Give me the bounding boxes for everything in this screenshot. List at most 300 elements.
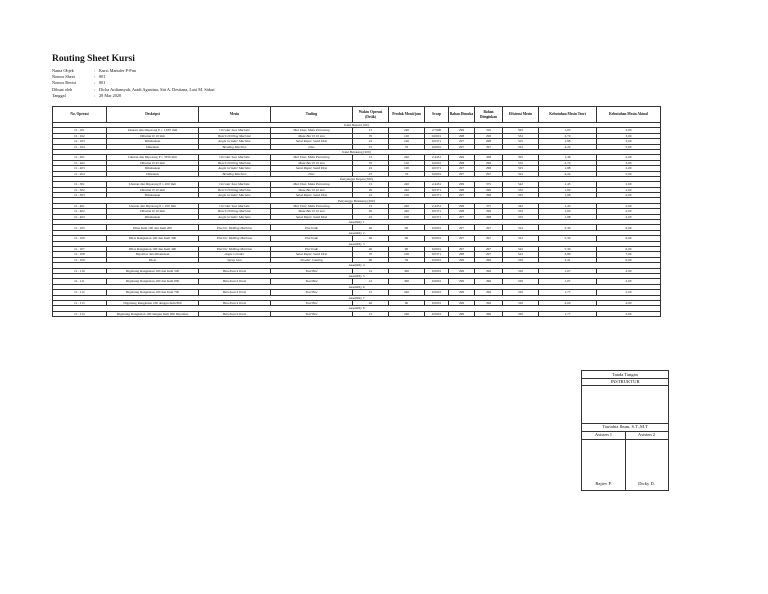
table-cell: Powder Coating <box>271 257 353 262</box>
signature-box <box>581 370 669 491</box>
table-cell: Dihaluskan <box>107 214 199 219</box>
table-cell: Ukuran dan Dipotong P = 3350 mm <box>107 155 199 160</box>
table-cell: 296 <box>449 311 475 316</box>
table-cell: 5,00 <box>597 144 661 149</box>
table-cell: 5,30 <box>539 246 597 251</box>
table-cell: O - 113 <box>53 300 107 305</box>
table-cell: 522 <box>503 236 539 241</box>
table-cell: 2,00 <box>597 268 661 273</box>
column-header: Scrap <box>425 107 449 123</box>
table-cell: 296 <box>475 257 503 262</box>
meta-separator: : <box>94 86 96 92</box>
meta-key: Nomor Revisi <box>52 80 77 86</box>
table-cell: 299 <box>475 133 503 138</box>
table-cell: 7,00 <box>597 252 661 257</box>
table-cell: Angle Grinder Machine <box>199 214 271 219</box>
table-cell: 520 <box>503 311 539 316</box>
table-cell: 0,0001 <box>425 311 449 316</box>
table-cell: 3,89 <box>539 252 597 257</box>
table-cell: 525 <box>503 214 539 219</box>
table-cell: Tool Box <box>271 268 353 273</box>
table-cell: O - 201 <box>53 155 107 160</box>
table-cell: Mata Bor Ø 10 mm <box>271 133 353 138</box>
table-cell: 240 <box>389 290 425 295</box>
table-cell: 240 <box>389 311 425 316</box>
section-label: Kaki Depan (100) <box>53 123 661 128</box>
column-header: Produk Menit/jam <box>389 107 425 123</box>
table-cell: 5,00 <box>597 171 661 176</box>
table-cell: 522 <box>503 246 539 251</box>
section-label: Assembly 1 <box>53 220 661 225</box>
table-cell: Bending Machine <box>199 171 271 176</box>
table-cell: Ukuran dan Dipotong P = 1,667 mm <box>107 128 199 133</box>
table-cell: Angle Grinder <box>199 252 271 257</box>
table-cell: Mata Bor Ø 10 mm <box>271 160 353 165</box>
table-cell: 90 <box>389 236 425 241</box>
meta-key: Dibuat oleh <box>52 86 73 92</box>
column-header: Kebutuhan Mesin Teori <box>539 107 597 123</box>
table-cell: 1,98 <box>539 214 597 219</box>
table-cell: O - 203 <box>53 166 107 171</box>
table-cell: Dicat <box>107 257 199 262</box>
column-header: Bahan Diinginkan <box>475 107 503 123</box>
table-cell: 0,0371 <box>425 214 449 219</box>
table-cell: 1,77 <box>539 290 597 295</box>
table-cell: 22 <box>353 214 389 219</box>
table-cell: 6,00 <box>597 246 661 251</box>
table-cell: O - 114 <box>53 311 107 316</box>
table-cell: 100 <box>389 193 425 198</box>
table-cell: 298 <box>475 193 503 198</box>
table-cell: 525 <box>503 193 539 198</box>
table-cell: Electrode <box>271 236 353 241</box>
table-cell: 296 <box>475 268 503 273</box>
table-cell: Sand Paper, Sand Disk <box>271 166 353 171</box>
table-cell: 3,00 <box>597 160 661 165</box>
table-cell: 299 <box>475 187 503 192</box>
table-cell: Benchwork Tools <box>199 268 271 273</box>
table-cell: Benchwork Tools <box>199 279 271 284</box>
table-cell: 595 <box>503 128 539 133</box>
table-cell: O - 402 <box>53 209 107 214</box>
column-header: Waktu Operasi (Detik) <box>353 107 389 123</box>
table-cell: O - 111 <box>53 279 107 284</box>
table-cell: 375 <box>475 182 503 187</box>
table-cell: 299 <box>449 128 475 133</box>
table-cell: 15 <box>353 182 389 187</box>
table-cell: Dibubut Ø 10 mm <box>107 187 199 192</box>
table-cell: 40 <box>353 225 389 230</box>
table-cell: 297 <box>449 236 475 241</box>
table-cell: 90 <box>389 225 425 230</box>
table-cell: 60 <box>389 300 425 305</box>
table-cell: 76 <box>389 171 425 176</box>
table-cell: Angle Grinder Machine <box>199 139 271 144</box>
table-cell: 297 <box>449 214 475 219</box>
table-cell: 40 <box>353 246 389 251</box>
table-cell: 297 <box>475 225 503 230</box>
table-cell: 0,0001 <box>425 171 449 176</box>
table-cell: Bench Drilling Machine <box>199 133 271 138</box>
table-cell: 532 <box>503 160 539 165</box>
table-cell: 20 <box>353 209 389 214</box>
table-cell: 2,4451 <box>425 155 449 160</box>
table-cell: 299 <box>449 155 475 160</box>
table-cell: 296 <box>475 311 503 316</box>
table-cell: Dihaluskan <box>107 139 199 144</box>
table-cell: 296 <box>449 290 475 295</box>
table-cell: Digabung Rangkaian 100 dengan Item 800 <box>107 300 199 305</box>
assistant2-name: Dicky D. <box>638 481 655 486</box>
table-cell: 1,46 <box>539 155 597 160</box>
table-cell: Tool Box <box>271 290 353 295</box>
table-cell: Circular Saw Machine <box>199 182 271 187</box>
table-cell: 5,30 <box>539 236 597 241</box>
table-cell: O - 109 <box>53 257 107 262</box>
section-label: Assembly 8 <box>53 306 661 311</box>
table-cell: O - 105 <box>53 225 107 230</box>
table-cell: Electric Welding Machine <box>199 225 271 230</box>
table-cell: 5,30 <box>539 225 597 230</box>
table-cell: 299 <box>475 160 503 165</box>
table-cell: Sand Paper, Sand Disk <box>271 139 353 144</box>
table-cell: 297 <box>449 193 475 198</box>
table-cell: 298 <box>449 209 475 214</box>
column-header: Bahan Dimuka <box>449 107 475 123</box>
table-cell: Digabung Rangkaian 100 dan Item 700 <box>107 290 199 295</box>
table-cell: Circular Saw Machine <box>199 155 271 160</box>
table-cell: 2,00 <box>597 290 661 295</box>
table-cell: 6,00 <box>597 236 661 241</box>
table-cell: 297 <box>449 171 475 176</box>
table-cell: Dies <box>271 144 353 149</box>
table-cell: Dibentuk <box>107 144 199 149</box>
table-cell: 15 <box>353 203 389 208</box>
table-cell: Dibubut Ø 10 mm <box>107 209 199 214</box>
table-cell: Mal Ukur, Mata Pemotong <box>271 203 353 208</box>
table-cell: Ukuran dan Dipotong P = 450 mm <box>107 182 199 187</box>
table-cell: 520 <box>503 300 539 305</box>
table-cell: Bench Drilling Machine <box>199 209 271 214</box>
table-cell: 20 <box>353 187 389 192</box>
table-cell: 0,0001 <box>425 236 449 241</box>
table-cell: O - 110 <box>53 268 107 273</box>
table-cell: Sand Paper, Sand Disk <box>271 193 353 198</box>
table-cell: Dilas Rangkaian 100 dan Item 400 <box>107 246 199 251</box>
table-cell: 298 <box>449 133 475 138</box>
table-cell: Electric Welding Machine <box>199 236 271 241</box>
table-cell: 520 <box>503 257 539 262</box>
table-cell: 296 <box>449 268 475 273</box>
table-row <box>53 311 661 316</box>
table-cell: 2,00 <box>597 128 661 133</box>
table-cell: Dibentuk <box>107 171 199 176</box>
table-cell: 0,0001 <box>425 279 449 284</box>
table-cell: O - 302 <box>53 187 107 192</box>
table-cell: 298 <box>475 166 503 171</box>
table-cell: 297 <box>449 139 475 144</box>
table-cell: Mal Ukur, Mata Pemotong <box>271 128 353 133</box>
table-cell: 40 <box>353 236 389 241</box>
table-cell: 1,07 <box>539 268 597 273</box>
table-cell: 15 <box>353 311 389 316</box>
signature-role: INSTRUKTUR <box>582 378 668 386</box>
table-cell: O - 202 <box>53 160 107 165</box>
table-cell: 12 <box>353 268 389 273</box>
table-cell: 2,00 <box>597 214 661 219</box>
table-cell: 0,0001 <box>425 144 449 149</box>
table-cell: Dies <box>271 171 353 176</box>
table-cell: 2,00 <box>597 193 661 198</box>
table-cell: 310 <box>475 128 503 133</box>
section-label: Penyangga Belakang (400) <box>53 198 661 203</box>
table-cell: Electrode <box>271 225 353 230</box>
table-cell: 0,0371 <box>425 209 449 214</box>
table-cell: Dibubut Ø 45 mm <box>107 160 199 165</box>
table-cell: 542 <box>503 203 539 208</box>
table-cell: 40 <box>353 300 389 305</box>
document-meta <box>52 68 215 99</box>
meta-key: Nomor Sheet <box>52 74 75 80</box>
table-cell: 297 <box>449 225 475 230</box>
table-cell: Sand Paper, Sand Disk <box>271 252 353 257</box>
table-cell: 0,0001 <box>425 225 449 230</box>
table-cell: 90 <box>389 246 425 251</box>
table-cell: 100 <box>389 166 425 171</box>
column-header: Efisiensi Mesin <box>503 107 539 123</box>
table-cell: Digabung Rangkaian 100 dan Item 500 <box>107 268 199 273</box>
table-cell: 375 <box>475 203 503 208</box>
table-cell: 299 <box>449 182 475 187</box>
table-cell: 1,00 <box>539 187 597 192</box>
table-cell: 525 <box>503 139 539 144</box>
table-cell: 2,00 <box>597 311 661 316</box>
table-cell: 0,0001 <box>425 290 449 295</box>
table-cell: 298 <box>449 252 475 257</box>
assistant1-name: Rajiev P. <box>595 481 612 486</box>
table-cell: 522 <box>503 252 539 257</box>
table-cell: O - 401 <box>53 203 107 208</box>
table-cell: 100 <box>389 214 425 219</box>
meta-key: Tanggal <box>52 92 66 98</box>
table-cell: 522 <box>503 171 539 176</box>
table-cell: 100 <box>389 252 425 257</box>
column-header: No. Operasi <box>53 107 107 123</box>
table-cell: 2,00 <box>597 209 661 214</box>
table-cell: 297 <box>475 171 503 176</box>
table-cell: O - 103 <box>53 139 107 144</box>
section-label: Assembly 7 <box>53 295 661 300</box>
table-cell: 2,7900 <box>425 128 449 133</box>
table-cell: 308 <box>475 155 503 160</box>
table-cell: Benchwork Tools <box>199 290 271 295</box>
table-cell: 0,0001 <box>425 133 449 138</box>
table-cell: 59 <box>389 257 425 262</box>
table-cell: O - 107 <box>53 246 107 251</box>
table-cell: 2,00 <box>597 279 661 284</box>
table-cell: Electrode <box>271 246 353 251</box>
table-cell: Mata Bor Ø 10 mm <box>271 209 353 214</box>
table-cell: 2,00 <box>597 203 661 208</box>
table-cell: 0,0001 <box>425 257 449 262</box>
table-cell: 0,0371 <box>425 166 449 171</box>
table-cell: Dipotilas dan dihaluskan <box>107 252 199 257</box>
table-cell: 15 <box>353 290 389 295</box>
table-cell: 522 <box>503 144 539 149</box>
table-cell: 522 <box>503 225 539 230</box>
table-cell: Digabung Rangkaian 100 dan Item 600 <box>107 279 199 284</box>
section-label: Assembly 4 <box>53 263 661 268</box>
section-label: Penyangga Depan (300) <box>53 176 661 181</box>
table-cell: 296 <box>449 257 475 262</box>
table-cell: Mal Ukur, Mata Pemotong <box>271 182 353 187</box>
meta-value: Kursi Manufer P-Pan <box>99 68 136 73</box>
column-header: Tooling <box>271 107 353 123</box>
table-cell: Dilas Item 100 dan Item 200 <box>107 225 199 230</box>
table-cell: 90 <box>353 257 389 262</box>
table-cell: 2,4451 <box>425 182 449 187</box>
table-cell: 70 <box>353 252 389 257</box>
assistant2-label: Asisten 2 <box>637 432 656 437</box>
table-cell: Bending Machine <box>199 144 271 149</box>
meta-value: Dicka Ardiansyah, Aradi Agustina, Siti A. Destiana, Laxi M. Sidari <box>99 86 215 92</box>
table-cell: 6,00 <box>597 257 661 262</box>
table-body <box>53 123 661 317</box>
table-cell: 299 <box>449 203 475 208</box>
section-label: Assembly 6 <box>53 284 661 289</box>
section-label: Kaki Belakang (200) <box>53 149 661 154</box>
table-cell: 2,00 <box>597 166 661 171</box>
column-header: Deskripsi <box>107 107 199 123</box>
table-cell: O - 108 <box>53 252 107 257</box>
table-cell: Electric Welding Machine <box>199 246 271 251</box>
table-cell: 240 <box>389 203 425 208</box>
table-cell: 2,00 <box>597 139 661 144</box>
table-cell: 22 <box>353 166 389 171</box>
table-cell: 297 <box>475 144 503 149</box>
table-cell: 4,24 <box>539 171 597 176</box>
table-cell: 297 <box>449 166 475 171</box>
column-header: Mesin <box>199 107 271 123</box>
table-cell: 296 <box>475 300 503 305</box>
table-cell: 2,00 <box>597 187 661 192</box>
table-cell: Spray Gun <box>199 257 271 262</box>
table-cell: 297 <box>449 246 475 251</box>
table-cell: 6,00 <box>597 225 661 230</box>
table-cell: 120 <box>389 133 425 138</box>
table-cell: 298 <box>449 160 475 165</box>
table-cell: Tool Box <box>271 300 353 305</box>
table-cell: 1,45 <box>539 182 597 187</box>
table-cell: 22 <box>353 193 389 198</box>
meta-value: 001 <box>99 80 106 86</box>
section-label: Assembly 3 <box>53 241 661 246</box>
table-cell: 2,70 <box>539 133 597 138</box>
table-cell: Benchwork Tools <box>199 311 271 316</box>
table-cell: 298 <box>449 187 475 192</box>
table-cell: 300 <box>389 268 425 273</box>
table-cell: 15 <box>353 128 389 133</box>
table-cell: 4,00 <box>539 300 597 305</box>
table-cell: 296 <box>449 279 475 284</box>
table-cell: 2,00 <box>597 155 661 160</box>
table-cell: 2,4451 <box>425 203 449 208</box>
table-cell: Ukuran dan Dipotong P = 450 mm <box>107 203 199 208</box>
table-cell: Benchwork Tools <box>199 300 271 305</box>
table-cell: O - 303 <box>53 193 107 198</box>
table-cell: 0,0371 <box>425 252 449 257</box>
meta-value: 001 <box>99 74 106 80</box>
table-cell: 1,98 <box>539 139 597 144</box>
table-cell: 47 <box>353 144 389 149</box>
meta-separator: : <box>94 92 96 98</box>
table-cell: Angle Grinder Machine <box>199 193 271 198</box>
table-cell: 240 <box>389 209 425 214</box>
table-cell: Dilas Rangkaian 100 dan Item 300 <box>107 236 199 241</box>
table-cell: O - 112 <box>53 290 107 295</box>
table-cell: 298 <box>475 214 503 219</box>
table-cell: 525 <box>503 166 539 171</box>
table-cell: 532 <box>503 133 539 138</box>
meta-key: Nama Objek <box>52 68 74 73</box>
table-cell: 0,0001 <box>425 246 449 251</box>
table-cell: 296 <box>449 300 475 305</box>
table-header-row <box>53 107 661 123</box>
table-cell: 3,41 <box>539 257 597 262</box>
table-cell: 300 <box>389 279 425 284</box>
table-cell: 0,0371 <box>425 139 449 144</box>
table-cell: 240 <box>389 128 425 133</box>
table-cell: 2,00 <box>597 182 661 187</box>
table-cell: 3,00 <box>597 133 661 138</box>
table-cell: 22 <box>353 139 389 144</box>
table-cell: 297 <box>475 236 503 241</box>
table-cell: 520 <box>503 290 539 295</box>
table-cell: O - 106 <box>53 236 107 241</box>
table-cell: Bench Drilling Machine <box>199 160 271 165</box>
table-cell: Mal Ukur, Mata Pemotong <box>271 155 353 160</box>
table-cell: Tool Box <box>271 279 353 284</box>
table-cell: 47 <box>353 171 389 176</box>
table-cell: Angle Grinder Machine <box>199 166 271 171</box>
table-cell: 240 <box>389 187 425 192</box>
table-cell: 70 <box>353 160 389 165</box>
table-cell: 0,0371 <box>425 193 449 198</box>
table-cell: O - 204 <box>53 171 107 176</box>
meta-separator: : <box>94 80 96 86</box>
table-cell: 4,00 <box>597 300 661 305</box>
instructor-sign-space <box>582 385 668 424</box>
table-cell: 240 <box>389 182 425 187</box>
table-cell: 70 <box>353 133 389 138</box>
table-cell: 298 <box>475 139 503 144</box>
table-cell: 532 <box>503 187 539 192</box>
document-title: Routing Sheet Kursi <box>52 54 135 64</box>
assistant1-label: Asisten 1 <box>594 432 613 437</box>
table-cell: 240 <box>389 155 425 160</box>
meta-value: 28 Mar 2020 <box>99 92 122 98</box>
table-cell: Dihaluskan <box>107 193 199 198</box>
table-cell: O - 403 <box>53 214 107 219</box>
table-cell: 100 <box>389 139 425 144</box>
table-cell: 532 <box>503 209 539 214</box>
table-cell: 296 <box>475 279 503 284</box>
table-cell: 299 <box>475 209 503 214</box>
table-cell: 15 <box>353 155 389 160</box>
meta-separator: : <box>94 74 96 80</box>
section-label: Assembly 5 <box>53 273 661 278</box>
table-cell: O - 104 <box>53 144 107 149</box>
